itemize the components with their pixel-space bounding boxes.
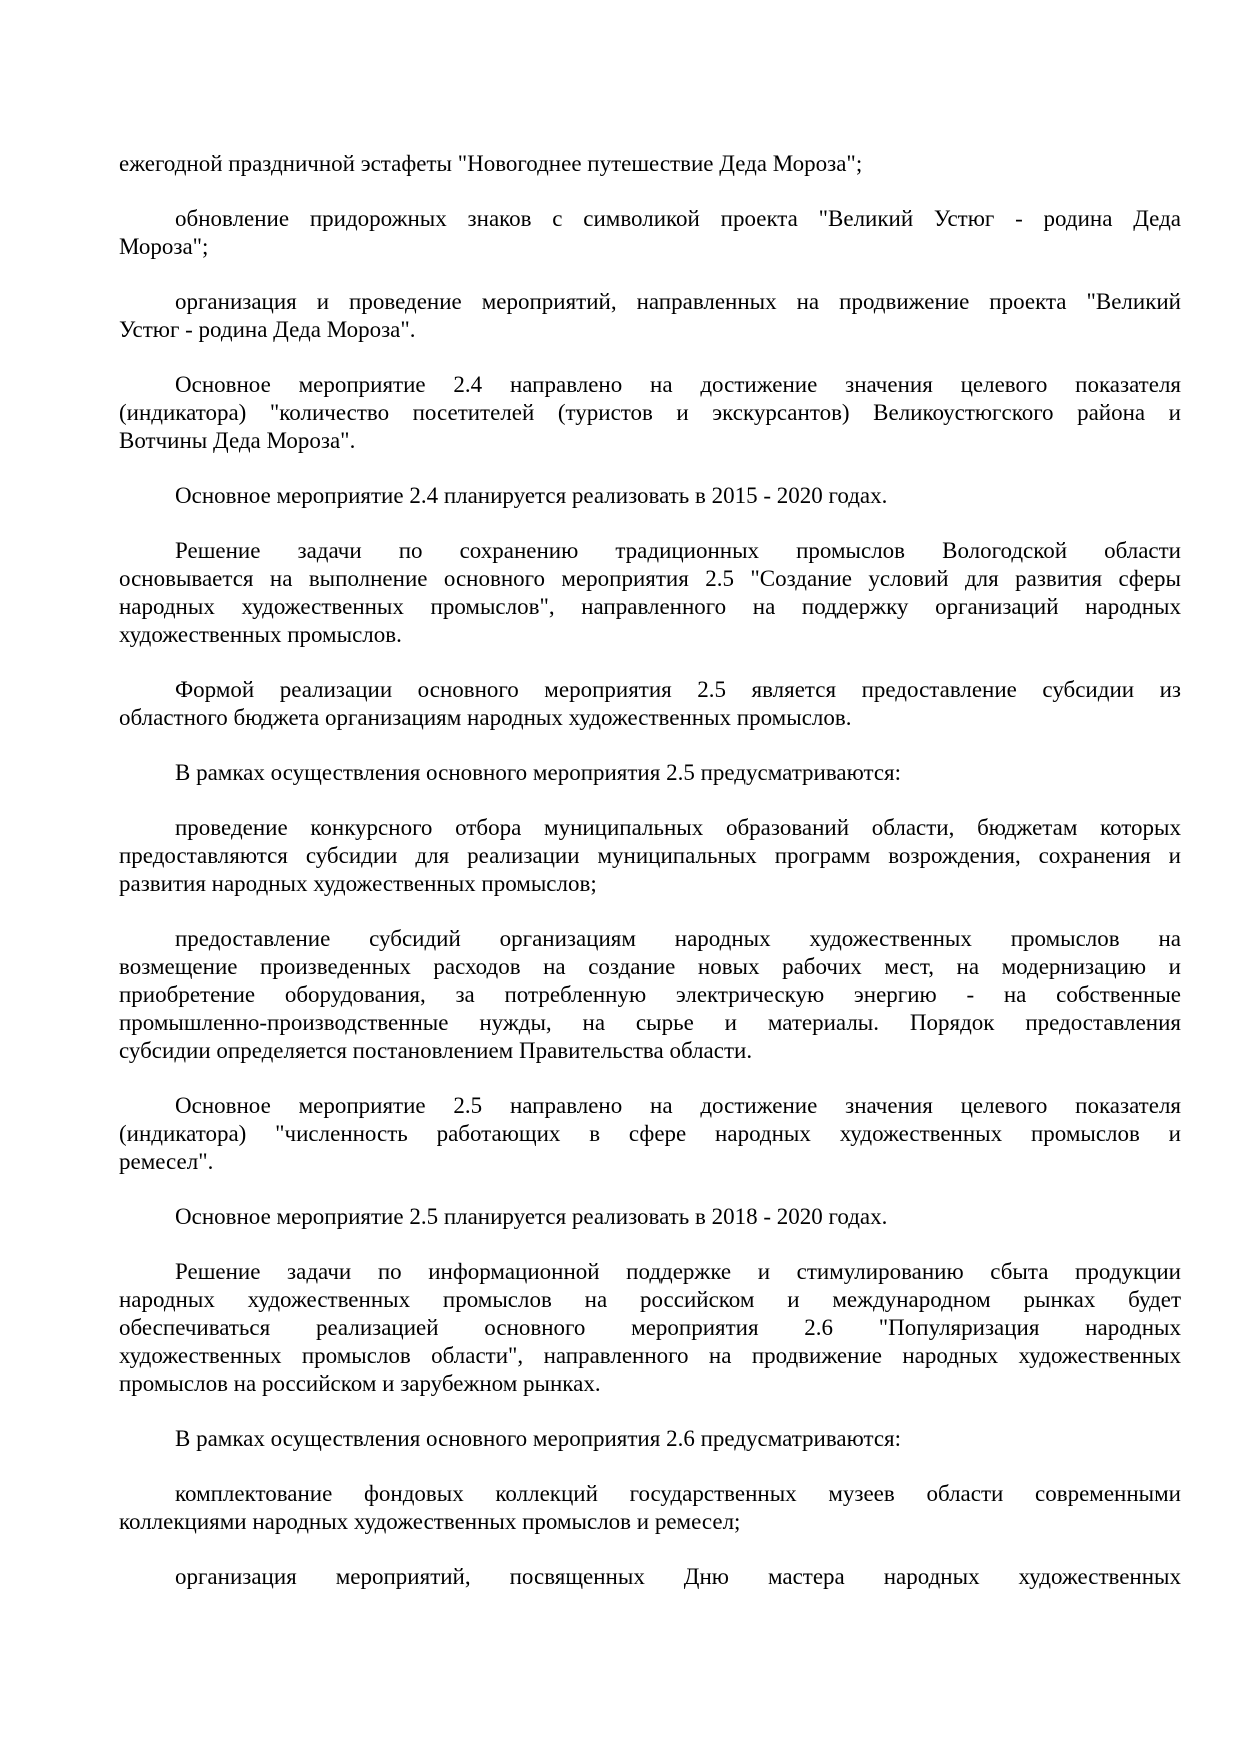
text-line: коллекциями народных художественных промыслов и ремесел; [119, 1509, 741, 1534]
paragraph [119, 1203, 1181, 1231]
text-line: областного бюджета организациям народных художественных промыслов. [119, 705, 852, 730]
text-line: (индикатора) "количество посетителей (туристов и экскурсантов) Великоустюгского района и [119, 400, 1181, 425]
paragraph [119, 676, 1181, 732]
paragraph [119, 482, 1181, 510]
text-line: Решение задачи по сохранению традиционных промыслов Вологодской области [175, 538, 1181, 563]
text-line: предоставление субсидий организациям народных художественных промыслов на [175, 926, 1181, 951]
paragraph [119, 1092, 1181, 1176]
text-line: субсидии определяется постановлением Правительства области. [119, 1038, 753, 1063]
text-line: В рамках осуществления основного мероприятия 2.6 предусматриваются: [175, 1426, 902, 1451]
text-line: организация мероприятий, посвященных Дню мастера народных художественных [175, 1564, 1181, 1589]
text-line: Устюг - родина Деда Мороза". [119, 317, 416, 342]
paragraph [119, 537, 1181, 649]
text-line: художественных промыслов. [119, 622, 402, 647]
text-line: Решение задачи по информационной поддержке и стимулированию сбыта продукции [175, 1259, 1181, 1284]
text-line: промышленно-производственные нужды, на сырье и материалы. Порядок предоставления [119, 1010, 1181, 1035]
paragraph [119, 371, 1181, 455]
text-line: проведение конкурсного отбора муниципальных образований области, бюджетам которых [175, 815, 1181, 840]
text-line: ремесел". [119, 1149, 214, 1174]
text-line: Основное мероприятие 2.5 направлено на достижение значения целевого показателя [175, 1093, 1181, 1118]
text-line: основывается на выполнение основного мероприятия 2.5 "Создание условий для развития сферы [119, 566, 1181, 591]
text-line: обновление придорожных знаков с символикой проекта "Великий Устюг - родина Деда [175, 206, 1181, 231]
text-line: (индикатора) "численность работающих в сфере народных художественных промыслов и [119, 1121, 1181, 1146]
text-line: Основное мероприятие 2.4 направлено на достижение значения целевого показателя [175, 372, 1181, 397]
text-line: Формой реализации основного мероприятия 2.5 является предоставление субсидии из [175, 677, 1181, 702]
text-line: предоставляются субсидии для реализации муниципальных программ возрождения, сохранения и [119, 843, 1181, 868]
text-line: комплектование фондовых коллекций государственных музеев области современными [175, 1481, 1181, 1506]
text-line: Вотчины Деда Мороза". [119, 428, 356, 453]
text-line: развития народных художественных промыслов; [119, 871, 597, 896]
paragraph [119, 1480, 1181, 1536]
text-line: ежегодной праздничной эстафеты "Новогоднее путешествие Деда Мороза"; [119, 151, 863, 176]
paragraph [119, 205, 1181, 261]
text-line: Основное мероприятие 2.4 планируется реализовать в 2015 - 2020 годах. [175, 483, 888, 508]
text-line: приобретение оборудования, за потребленную электрическую энергию - на собственные [119, 982, 1181, 1007]
text-line: организация и проведение мероприятий, направленных на продвижение проекта "Великий [175, 289, 1181, 314]
paragraph [119, 288, 1181, 344]
paragraph [119, 1425, 1181, 1453]
paragraph [119, 925, 1181, 1065]
paragraph [119, 759, 1181, 787]
paragraph [119, 1258, 1181, 1398]
paragraph [119, 814, 1181, 898]
text-line: художественных промыслов области", направленного на продвижение народных художественных [119, 1343, 1181, 1368]
text-line: Мороза"; [119, 234, 209, 259]
paragraph [119, 150, 1181, 178]
text-line: Основное мероприятие 2.5 планируется реализовать в 2018 - 2020 годах. [175, 1204, 888, 1229]
text-line: В рамках осуществления основного мероприятия 2.5 предусматриваются: [175, 760, 902, 785]
paragraph [119, 1563, 1181, 1591]
text-line: промыслов на российском и зарубежном рынках. [119, 1371, 601, 1396]
text-line: народных художественных промыслов", направленного на поддержку организаций народных [119, 594, 1181, 619]
text-line: народных художественных промыслов на российском и международном рынках будет [119, 1287, 1181, 1312]
text-line: обеспечиваться реализацией основного мероприятия 2.6 "Популяризация народных [119, 1315, 1181, 1340]
document-page [119, 150, 1181, 1618]
text-line: возмещение произведенных расходов на создание новых рабочих мест, на модернизацию и [119, 954, 1181, 979]
